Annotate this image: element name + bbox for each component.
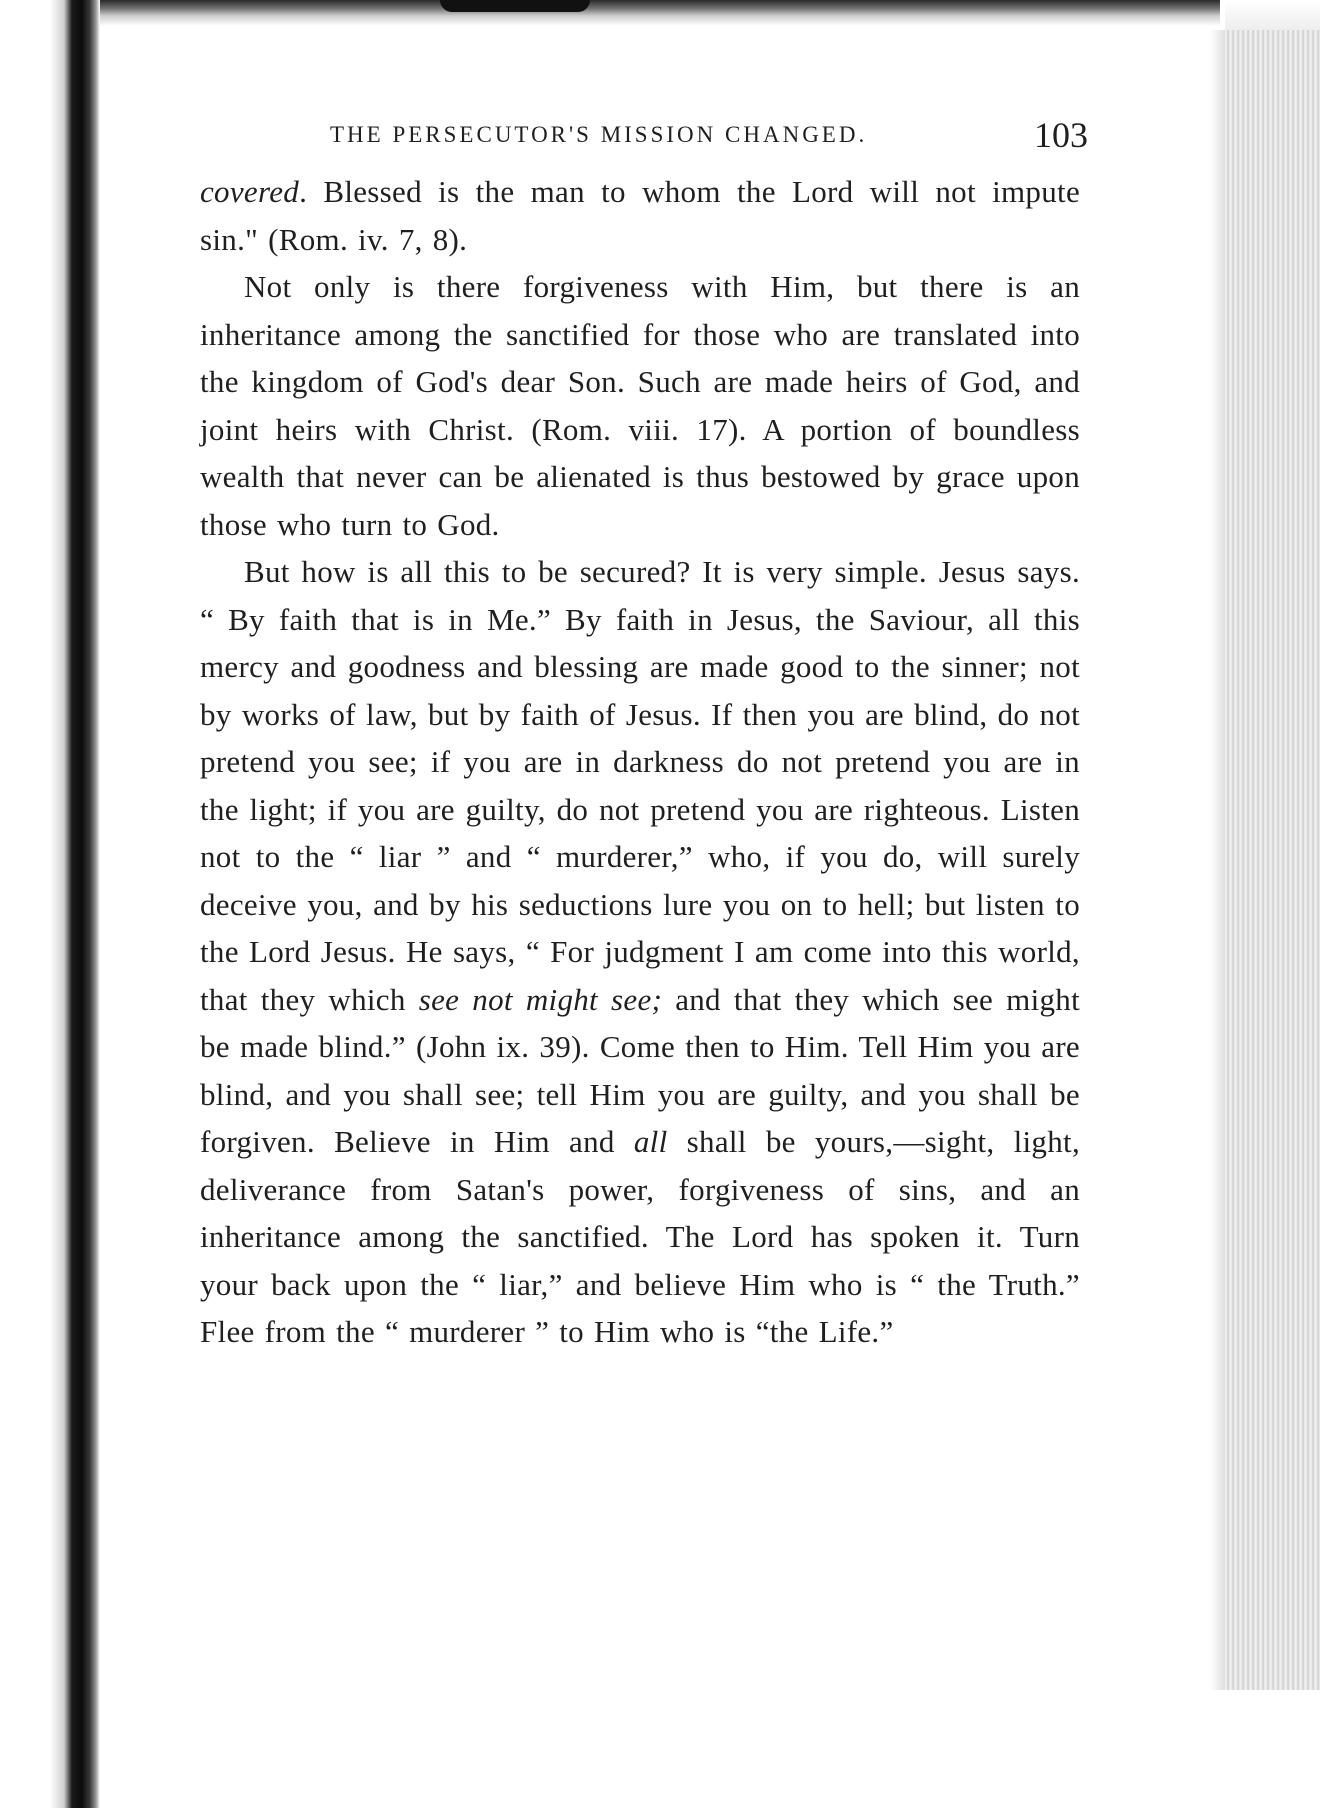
body-text (200, 168, 1080, 1356)
top-scan-edge (100, 0, 1220, 26)
text-span: shall be yours,—sight, light, deliverance from Satan's power, forgiveness of sins, and an inheritance among the sanctified. The Lord has spoken it. Turn your back upon the “ liar,” and believe Him who is “ the Truth.” Flee from the “ murderer ” to Him who is “the Life.” (200, 1124, 1080, 1349)
text-span: all (633, 1124, 668, 1159)
paragraph-2 (200, 263, 1080, 548)
text-span: see not might see; (418, 981, 663, 1017)
text-span: covered (200, 174, 300, 209)
paragraph-1 (200, 168, 1080, 263)
running-title: THE PERSECUTOR'S MISSION CHANGED. (330, 122, 868, 147)
text-span: But how is all this to be secured? It is very simple. Jesus says. “ By faith that is in Me.” By faith in Jesus, the Saviour, all this mercy and goodness and blessing are made good to the sinner; not by works of law, but by faith of Jesus. If then you are blind, do not pretend you see; if you are in darkness do not pretend you are in the light; if you are guilty, do not pretend you are righteous. Listen not to the “ liar ” and “ murderer,” who, if you do, will surely deceive you, and by his seductions lure you on to hell; but listen to the Lord Jesus. He says, “ For judgment I am come into this world, that they which (200, 554, 1080, 1017)
book-page (200, 108, 1088, 1356)
text-span: . Blessed is the man to whom the Lord will not impute sin." (Rom. iv. 7, 8). (200, 174, 1080, 257)
text-span: and that they which see might be made blind.” (John ix. 39). Come then to Him. Tell Him you are blind, and you shall see; tell Him you are guilty, and you shall be forgiven. Believe in Him and (200, 981, 1080, 1159)
binding-shadow (0, 0, 100, 1808)
text-span: Not only is there forgiveness with Him, but there is an inheritance among the sanctified for those who are translated into the kingdom of God's dear Son. Such are made heirs of God, and joint heirs with Christ. (Rom. viii. 17). A portion of boundless wealth that never can be alienated is thus bestowed by grace upon those who turn to God. (200, 269, 1080, 542)
paragraph-3 (200, 548, 1080, 1356)
page-stack-edge (1225, 30, 1320, 1690)
top-ink-blot (440, 0, 590, 12)
running-head (200, 108, 1088, 162)
page-number: 103 (1034, 115, 1088, 155)
